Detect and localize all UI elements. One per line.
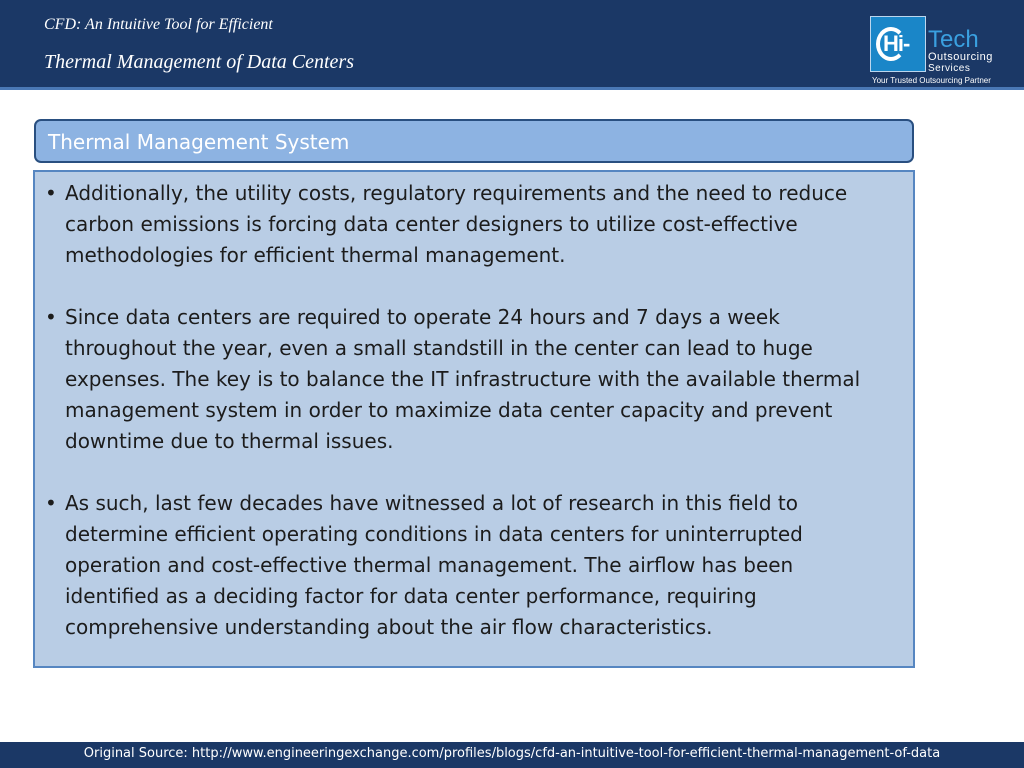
presentation-title-line-2: Thermal Management of Data Centers — [44, 51, 354, 73]
footer-bar — [0, 742, 1024, 768]
bullet-item — [43, 178, 893, 271]
bullet-item — [43, 488, 893, 643]
company-logo — [870, 16, 1010, 88]
section-title: Thermal Management System — [48, 130, 350, 154]
logo-tagline: Your Trusted Outsourcing Partner — [872, 76, 991, 85]
logo-services-text: Services — [928, 63, 971, 74]
bullet-icon: • — [45, 181, 57, 205]
logo-outsourcing-text: Outsourcing — [928, 51, 993, 63]
header-banner — [0, 0, 1024, 90]
bullet-list — [43, 178, 893, 674]
section-title-bar — [34, 119, 914, 163]
bullet-text: Since data centers are required to operate 24 hours and 7 days a week throughout the year, even a small standstill in the center can lead to huge expenses. The key is to balance the IT infrastructure with the available thermal management system in order to maximize data center capacity and prevent downtime due to thermal issues. — [65, 305, 861, 453]
bullet-text: As such, last few decades have witnessed a lot of research in this field to determine efficient operating conditions in data centers for uninterrupted operation and cost-effective thermal management. The airflow has been identified as a deciding factor for data center performance, requiring comprehensive understanding about the air flow characteristics. — [65, 491, 803, 639]
bullet-icon: • — [45, 305, 57, 329]
logo-mark — [870, 16, 926, 72]
bullet-icon: • — [45, 491, 57, 515]
presentation-title-line-1: CFD: An Intuitive Tool for Efficient — [44, 16, 273, 33]
content-panel — [33, 170, 915, 668]
logo-mark-text: Hi- — [883, 31, 910, 56]
source-citation: Original Source: http://www.engineeringexchange.com/profiles/blogs/cfd-an-intuitive-tool-for-efficient-thermal-management-of-data — [83, 746, 941, 761]
logo-tech-text: Tech — [928, 26, 979, 53]
bullet-item — [43, 302, 893, 457]
bullet-text: Additionally, the utility costs, regulatory requirements and the need to reduce carbon emissions is forcing data center designers to utilize cost-effective methodologies for efficient thermal management. — [65, 181, 848, 267]
